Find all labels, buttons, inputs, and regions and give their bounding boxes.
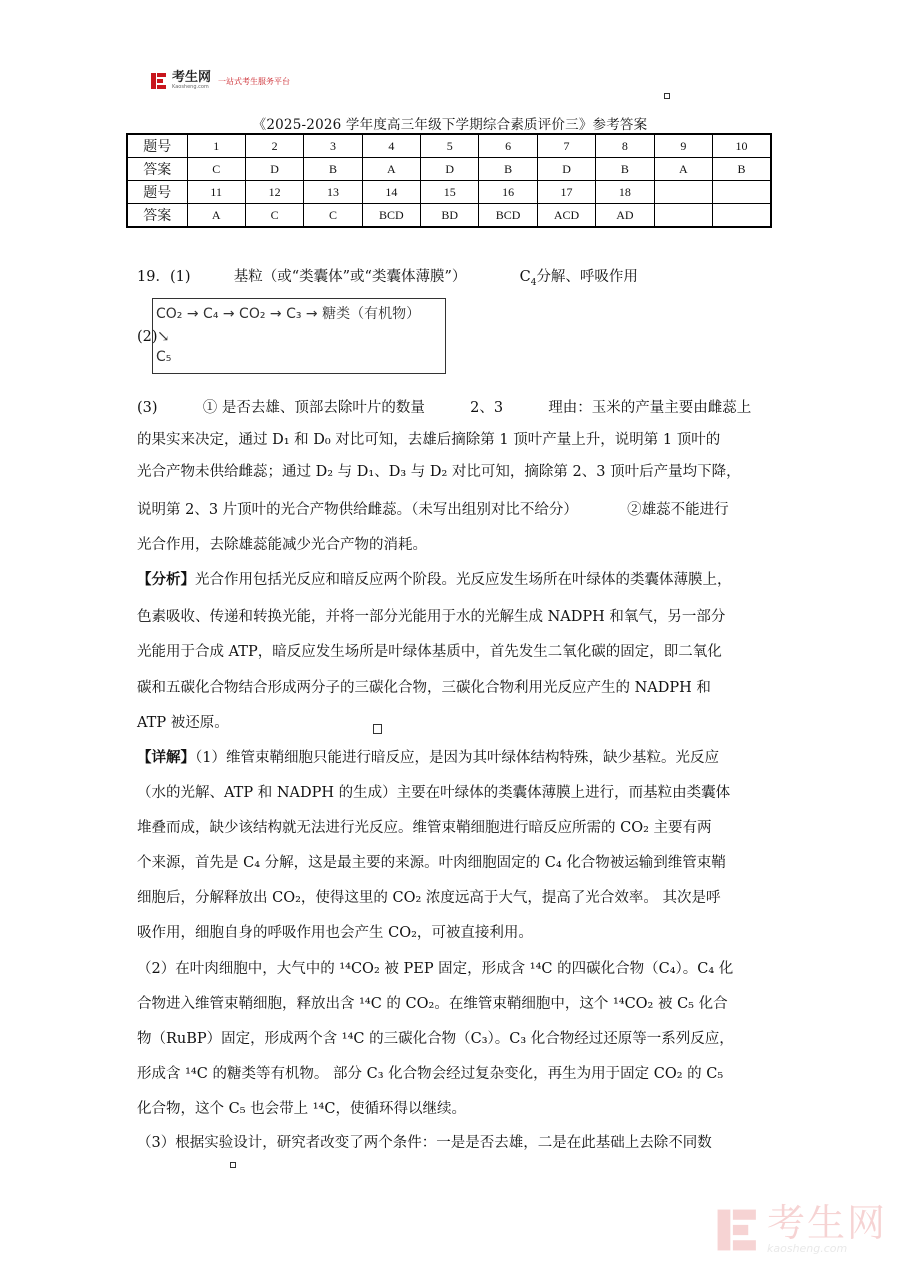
q19-part3-line: 说明第 2、3 片顶叶的光合产物供给雌蕊。（未写出组别对比不给分） ②雄蕊不能进行: [137, 502, 729, 518]
detail-tag: 【详解】: [137, 749, 195, 766]
table-cell: [713, 181, 771, 204]
table-cell: B: [304, 158, 362, 181]
table-cell: BCD: [362, 204, 420, 228]
marker-square: [664, 93, 670, 99]
carbon-flow-diagram: [152, 298, 446, 374]
table-cell: C: [187, 158, 245, 181]
table-cell: BD: [421, 204, 479, 228]
q19-part3-line: 光合产物未供给雌蕊；通过 D₂ 与 D₁、D₃ 与 D₂ 对比可知，摘除第 2、3 顶叶后产量均下降，: [137, 464, 741, 480]
detail-line: 合物进入维管束鞘细胞，释放出含 ¹⁴C 的 CO₂。在维管束鞘细胞中，这个 ¹⁴CO₂ 被 C₅ 化合: [137, 996, 728, 1012]
table-cell: 17: [537, 181, 595, 204]
detail-line: 堆叠而成，缺少该结构就无法进行光反应。维管束鞘细胞进行暗反应所需的 CO₂ 主要有两: [137, 820, 712, 836]
flow-main-path: CO₂ → C₄ → CO₂ → C₃ → 糖类（有机物）: [156, 306, 421, 322]
marker-square: [373, 724, 382, 734]
detail-line: 【详解】（1）维管束鞘细胞只能进行暗反应，是因为其叶绿体结构特殊，缺少基粒。光反应: [137, 749, 719, 766]
brand-name: 考生网: [172, 70, 212, 85]
table-cell: [654, 204, 712, 228]
answer-table: [126, 133, 772, 228]
detail-line: 化合物，这个 C₅ 也会带上 ¹⁴C，使循环得以继续。: [137, 1101, 466, 1117]
table-cell: 8: [596, 134, 654, 158]
brand-logo[interactable]: [150, 71, 290, 91]
watermark-text: 考生网: [767, 1201, 888, 1245]
detail-line: （3）根据实验设计，研究者改变了两个条件：一是是否去雄，二是在此基础上去除不同数: [137, 1135, 712, 1151]
table-cell: A: [187, 204, 245, 228]
table-cell: 9: [654, 134, 712, 158]
brand-text: [172, 72, 211, 90]
table-cell: 15: [421, 181, 479, 204]
table-cell: 18: [596, 181, 654, 204]
table-cell: ACD: [537, 204, 595, 228]
table-cell: B: [479, 158, 537, 181]
q19-part1-answer-b: $C_4$分解、呼吸作用: [519, 269, 638, 288]
table-cell: 7: [537, 134, 595, 158]
table-cell: A: [362, 158, 420, 181]
table-row: [127, 181, 771, 204]
table-row-header: 答案: [127, 204, 187, 228]
table-cell: BCD: [479, 204, 537, 228]
table-cell: 10: [713, 134, 771, 158]
analysis-line: 色素吸收、传递和转换光能，并将一部分光能用于水的光解生成 NADPH 和氧气，另一部分: [137, 609, 726, 625]
q19-part3-line: 的果实来决定，通过 D₁ 和 D₀ 对比可知，去雄后摘除第 1 顶叶产量上升，说明第 1 顶叶的: [137, 432, 721, 448]
table-cell: 2: [245, 134, 303, 158]
detail-line: 个来源，首先是 C₄ 分解，这是最主要的来源。叶肉细胞固定的 C₄ 化合物被运输到维管束鞘: [137, 855, 726, 871]
q19-part1: [137, 265, 638, 288]
kaosheng-logo-icon: [150, 72, 168, 90]
analysis-tag: 【分析】: [137, 571, 195, 588]
q19-label: 19．(1): [137, 269, 191, 285]
table-row-header: 题号: [127, 134, 187, 158]
detail-line: 形成含 ¹⁴C 的糖类等有机物。 部分 C₃ 化合物会经过复杂变化，再生为用于固定 CO₂ 的 C₅: [137, 1066, 724, 1082]
table-cell: 12: [245, 181, 303, 204]
table-row: [127, 134, 771, 158]
watermark: [715, 1201, 888, 1255]
analysis-line: 【分析】光合作用包括光反应和暗反应两个阶段。光反应发生场所在叶绿体的类囊体薄膜上，: [137, 571, 732, 588]
q19-part1-answer-a: 基粒（或“类囊体”或“类囊体薄膜”）: [233, 269, 467, 285]
table-cell: 11: [187, 181, 245, 204]
detail-line: 细胞后，分解释放出 CO₂，使得这里的 CO₂ 浓度远高于大气，提高了光合效率。 其次是呼: [137, 890, 721, 906]
table-cell: 14: [362, 181, 420, 204]
table-cell: 5: [421, 134, 479, 158]
table-cell: C: [245, 204, 303, 228]
table-cell: [713, 204, 771, 228]
table-cell: 3: [304, 134, 362, 158]
marker-square: [230, 1162, 236, 1168]
table-cell: B: [596, 158, 654, 181]
q19-part3-answer-a: ① 是否去雄、顶部去除叶片的数量: [202, 400, 425, 416]
q19-part3-line: 光合作用，去除雄蕊能减少光合产物的消耗。: [137, 537, 427, 553]
detail-line: （水的光解、ATP 和 NADPH 的生成）主要在叶绿体的类囊体薄膜上进行，而基粒由类囊体: [137, 785, 731, 801]
table-cell: D: [245, 158, 303, 181]
table-row: [127, 204, 771, 228]
table-cell: AD: [596, 204, 654, 228]
detail-line: 物（RuBP）固定，形成两个含 ¹⁴C 的三碳化合物（C₃）。C₃ 化合物经过还原等一系列反应，: [137, 1031, 734, 1047]
analysis-line: ATP 被还原。: [137, 715, 229, 731]
table-cell: D: [537, 158, 595, 181]
flow-c5: C₅: [156, 349, 172, 365]
table-row-header: 答案: [127, 158, 187, 181]
table-cell: 1: [187, 134, 245, 158]
table-cell: B: [713, 158, 771, 181]
table-cell: 13: [304, 181, 362, 204]
page-title: 《2025-2026 学年度高三年级下学期综合素质评价三》参考答案: [252, 117, 648, 133]
table-cell: [654, 181, 712, 204]
analysis-line: 碳和五碳化合物结合形成两分子的三碳化合物，三碳化合物利用光反应产生的 NADPH 和: [137, 680, 711, 696]
watermark-logo-icon: [715, 1207, 761, 1253]
table-cell: 16: [479, 181, 537, 204]
detail-line: 吸作用，细胞自身的呼吸作用也会产生 CO₂，可被直接利用。: [137, 925, 533, 941]
analysis-line: 光能用于合成 ATP，暗反应发生场所是叶绿体基质中，首先发生二氧化碳的固定，即二氧化: [137, 644, 722, 660]
table-cell: A: [654, 158, 712, 181]
table-cell: D: [421, 158, 479, 181]
table-row-header: 题号: [127, 181, 187, 204]
watermark-domain: kaosheng.com: [767, 1242, 848, 1255]
q19-part3-answer-b: 2、3: [470, 400, 504, 416]
q19-part3-line1: (3) ① 是否去雄、顶部去除叶片的数量 2、3 理由：玉米的产量主要由雌蕊上: [137, 400, 752, 416]
table-cell: 4: [362, 134, 420, 158]
table-row: [127, 158, 771, 181]
detail-line: （2）在叶肉细胞中，大气中的 ¹⁴CO₂ 被 PEP 固定，形成含 ¹⁴C 的四碳化合物（C₄）。C₄ 化: [137, 961, 734, 977]
q19-part2-label: (2): [137, 329, 158, 345]
table-cell: C: [304, 204, 362, 228]
brand-domain: Kaosheng.com: [172, 84, 209, 90]
table-cell: 6: [479, 134, 537, 158]
brand-slogan: 一站式考生服务平台: [218, 76, 291, 86]
flow-arrow-icon: ↘: [157, 327, 170, 345]
